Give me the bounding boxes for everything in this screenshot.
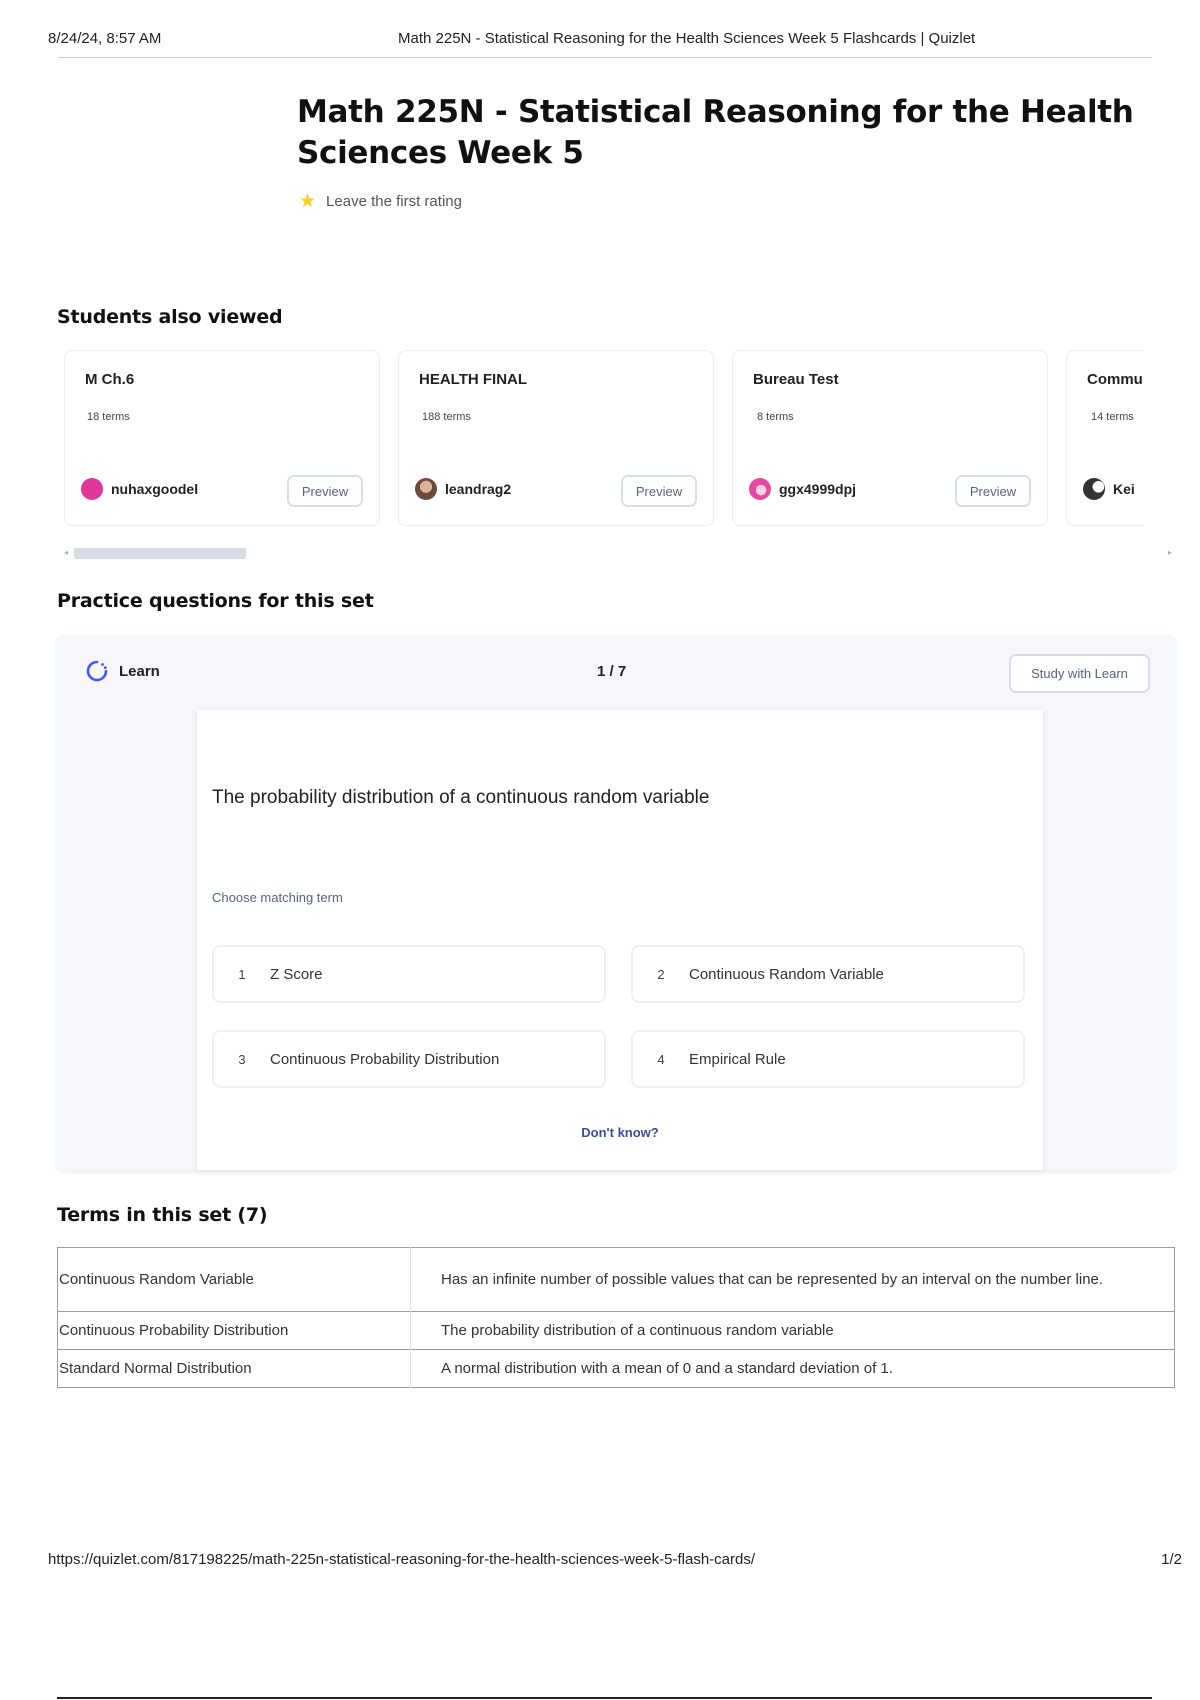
definition-cell: Has an infinite number of possible values that can be represented by an interval on the number line. xyxy=(411,1248,1175,1312)
question-progress: 1 / 7 xyxy=(597,663,627,680)
learn-text: Learn xyxy=(119,662,160,680)
students-also-viewed-heading: Students also viewed xyxy=(57,306,283,328)
card-term-count: 188 terms xyxy=(422,411,471,423)
preview-button[interactable]: Preview xyxy=(621,475,697,507)
option-number: 2 xyxy=(657,966,665,982)
practice-questions-heading: Practice questions for this set xyxy=(57,590,374,612)
related-set-card[interactable] xyxy=(1066,350,1144,526)
option-number: 4 xyxy=(657,1051,665,1067)
bottom-divider xyxy=(57,1697,1152,1699)
definition-cell: The probability distribution of a continuous random variable xyxy=(411,1312,1175,1350)
card-user[interactable] xyxy=(1083,478,1135,500)
print-footer xyxy=(48,1551,1182,1568)
card-username: Kei xyxy=(1113,481,1135,497)
learn-cycle-icon xyxy=(85,659,109,683)
chevron-right-icon[interactable]: ▸ xyxy=(1167,548,1172,557)
card-user[interactable] xyxy=(749,478,856,500)
option-label: Continuous Probability Distribution xyxy=(270,1050,500,1068)
rating-text: Leave the first rating xyxy=(326,193,462,210)
preview-button[interactable]: Preview xyxy=(287,475,363,507)
question-prompt: The probability distribution of a continuous random variable xyxy=(212,787,710,808)
preview-button[interactable]: Preview xyxy=(955,475,1031,507)
terms-heading: Terms in this set (7) xyxy=(57,1204,268,1226)
card-user[interactable] xyxy=(81,478,198,500)
card-username: ggx4999dpj xyxy=(779,481,857,497)
term-cell: Continuous Probability Distribution xyxy=(58,1312,411,1350)
term-cell: Standard Normal Distribution xyxy=(58,1350,411,1388)
related-set-card[interactable] xyxy=(398,350,714,526)
study-with-learn-button[interactable]: Study with Learn xyxy=(1009,654,1150,693)
answer-option[interactable] xyxy=(212,945,606,1003)
scrollbar-thumb[interactable] xyxy=(74,548,246,559)
card-title: HEALTH FINAL xyxy=(419,371,528,388)
chevron-left-icon[interactable]: ◂ xyxy=(64,548,69,557)
related-sets-carousel xyxy=(64,350,1144,530)
page-title: Math 225N - Statistical Reasoning for the Health Sciences Week 5 xyxy=(297,94,1134,171)
card-title: M Ch.6 xyxy=(85,371,135,388)
option-label: Z Score xyxy=(270,965,323,983)
related-set-card[interactable] xyxy=(64,350,380,526)
star-icon: ★ xyxy=(299,191,317,212)
dont-know-link[interactable]: Don't know? xyxy=(581,1125,659,1140)
card-title: Commu xyxy=(1087,371,1143,388)
card-term-count: 18 terms xyxy=(87,411,130,423)
option-number: 1 xyxy=(238,966,246,982)
table-row xyxy=(58,1248,1175,1312)
related-set-card[interactable] xyxy=(732,350,1048,526)
term-cell: Continuous Random Variable xyxy=(59,1271,254,1288)
card-username: leandrag2 xyxy=(445,481,512,497)
avatar xyxy=(749,478,771,500)
carousel-scrollbar[interactable] xyxy=(64,547,1172,559)
learn-panel xyxy=(57,635,1175,1170)
rating-link[interactable] xyxy=(299,192,462,211)
option-label: Empirical Rule xyxy=(689,1050,786,1068)
question-card xyxy=(197,710,1043,1170)
answer-option[interactable] xyxy=(631,945,1025,1003)
avatar xyxy=(415,478,437,500)
card-title: Bureau Test xyxy=(753,371,839,388)
table-row xyxy=(58,1312,1175,1350)
print-date: 8/24/24, 8:57 AM xyxy=(48,30,162,47)
answer-option[interactable] xyxy=(212,1030,606,1088)
print-document-title: Math 225N - Statistical Reasoning for the Health Sciences Week 5 Flashcards | Quizlet xyxy=(398,30,976,47)
card-term-count: 14 terms xyxy=(1091,411,1134,423)
page-url: https://quizlet.com/817198225/math-225n-statistical-reasoning-for-the-health-sciences-week-5-flash-cards/ xyxy=(48,1551,756,1568)
page-number: 1/2 xyxy=(1161,1551,1182,1568)
avatar xyxy=(1083,478,1105,500)
card-term-count: 8 terms xyxy=(757,411,794,423)
option-number: 3 xyxy=(238,1051,246,1067)
answer-option[interactable] xyxy=(631,1030,1025,1088)
learn-mode-label xyxy=(85,659,160,683)
definition-cell: A normal distribution with a mean of 0 and a standard deviation of 1. xyxy=(411,1350,1175,1388)
header-divider xyxy=(58,57,1152,58)
card-username: nuhaxgoodel xyxy=(111,481,199,497)
table-row xyxy=(58,1350,1175,1388)
avatar xyxy=(81,478,103,500)
choose-matching-term-label: Choose matching term xyxy=(212,890,343,905)
terms-table xyxy=(57,1247,1175,1388)
option-label: Continuous Random Variable xyxy=(689,965,884,983)
card-user[interactable] xyxy=(415,478,511,500)
